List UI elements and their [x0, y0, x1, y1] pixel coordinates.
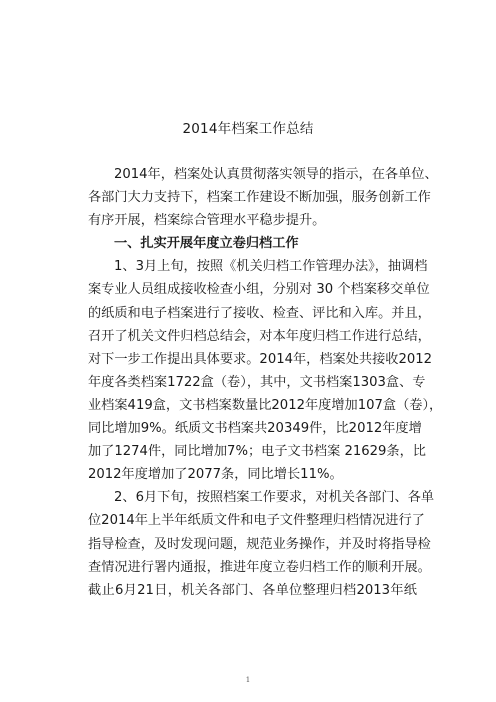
page-number: 1 — [245, 676, 251, 684]
body-text-line: 各部门大力支持下，档案工作建设不断加强，服务创新工作 — [88, 190, 431, 206]
body-text-line: 位2014年上半年纸质文件和电子文件整理归档情况进行了 — [88, 513, 425, 529]
section-heading: 一、扎实开展年度立卷归档工作 — [114, 236, 299, 252]
body-text-line: 对下一步工作提出具体要求。2014年，档案处共接收2012 — [88, 351, 433, 367]
body-text-line: 1、3月上旬，按照《机关归档工作管理办法》，抽调档 — [114, 259, 428, 275]
body-text-line: 案专业人员组成接收检查小组，分别对 30 个档案移交单位 — [88, 282, 430, 298]
body-text-line: 指导检查，及时发现问题，规范业务操作，并及时将指导检 — [88, 536, 431, 552]
body-text-line: 年度各类档案1722盒（卷），其中，文书档案1303盒、专 — [88, 374, 426, 390]
body-text-line: 召开了机关文件归档总结会，对本年度归档工作进行总结， — [88, 328, 431, 344]
body-text-line: 截止6月21日，机关各部门、各单位整理归档2013年纸 — [88, 582, 417, 598]
body-text-line: 查情况进行署内通报，推进年度立卷归档工作的顺利开展。 — [88, 559, 431, 575]
body-text-line: 业档案419盒，文书档案数量比2012年度增加107盒（卷）， — [88, 397, 443, 413]
body-text-line: 2、6月下旬，按照档案工作要求，对机关各部门、各单 — [114, 490, 435, 506]
document-body — [88, 163, 443, 602]
body-text-line: 同比增加9%。纸质文书档案共20349件，比2012年度增 — [88, 421, 422, 437]
body-text-line: 2012年度增加了2077条，同比增长11%。 — [88, 467, 343, 483]
body-text-line: 的纸质和电子档案进行了接收、检查、评比和入库。并且， — [88, 305, 431, 321]
document-title: 2014年档案工作总结 — [182, 121, 314, 137]
body-text-line: 有序开展，档案综合管理水平稳步提升。 — [88, 213, 326, 229]
body-text-line: 2014年，档案处认真贯彻落实领导的指示，在各单位、 — [114, 167, 438, 182]
body-text-line: 加了1274件，同比增加7%；电子文书档案 21629条，比 — [88, 444, 426, 460]
